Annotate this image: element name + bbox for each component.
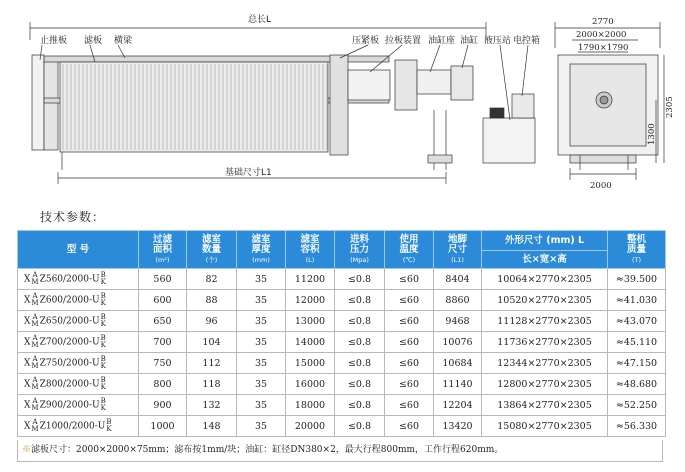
footnote (17, 440, 663, 462)
header-weight: 整机 质量 (T) (608, 231, 666, 269)
model-cell (18, 374, 139, 395)
cell-dims: 15080×2770×2305 (482, 416, 608, 437)
cell-temp: ≤60 (385, 374, 434, 395)
cell-thickness: 35 (237, 290, 286, 311)
cell-volume: 15000 (286, 353, 335, 374)
label-hydraulic-station: 液压站 (484, 36, 512, 46)
cell-area: 1000 (139, 416, 187, 437)
cell-volume: 20000 (286, 416, 335, 437)
cell-thickness: 35 (237, 269, 286, 290)
cell-area: 750 (139, 353, 187, 374)
cell-dims: 12800×2770×2305 (482, 374, 608, 395)
model-stack-bk: B K (100, 355, 106, 370)
cell-weight: ≈41.030 (608, 290, 666, 311)
cell-pressure: ≤0.8 (335, 269, 385, 290)
model-stack-am: A M (31, 334, 39, 349)
model-cell (18, 353, 139, 374)
cell-volume: 18000 (286, 395, 335, 416)
cell-count: 82 (187, 269, 237, 290)
cell-count: 96 (187, 311, 237, 332)
model-prefix: X (24, 337, 31, 348)
cell-thickness: 35 (237, 311, 286, 332)
model-code: Z800/2000-U (39, 379, 100, 390)
cell-pressure: ≤0.8 (335, 290, 385, 311)
cell-pressure: ≤0.8 (335, 332, 385, 353)
model-code: Z700/2000-U (39, 337, 100, 348)
label-cylinder-seat: 油缸座 (428, 36, 456, 46)
cell-volume: 14000 (286, 332, 335, 353)
dim-base-width: 2000 (590, 181, 612, 191)
table-row (18, 311, 666, 332)
cell-dims: 10064×2770×2305 (482, 269, 608, 290)
cell-area: 650 (139, 311, 187, 332)
cell-count: 132 (187, 395, 237, 416)
dim-plate-size: 2000×2000 (576, 30, 627, 40)
model-stack-bk: B K (100, 397, 106, 412)
cell-temp: ≤60 (385, 416, 434, 437)
model-cell (18, 416, 139, 437)
header-foot: 地脚 尺寸 (L1) (434, 231, 482, 269)
spec-table (17, 230, 666, 437)
cell-area: 900 (139, 395, 187, 416)
model-stack-am: A M (31, 355, 39, 370)
label-head-plate: 止推板 (40, 36, 68, 46)
cell-dims: 10520×2770×2305 (482, 290, 608, 311)
model-stack-am: A M (31, 376, 39, 391)
table-row (18, 395, 666, 416)
table-row (18, 332, 666, 353)
cell-pressure: ≤0.8 (335, 353, 385, 374)
cell-temp: ≤60 (385, 311, 434, 332)
cell-thickness: 35 (237, 374, 286, 395)
cell-pressure: ≤0.8 (335, 311, 385, 332)
cell-foot: 13420 (434, 416, 482, 437)
cell-weight: ≈39.500 (608, 269, 666, 290)
footnote-text: 滤板尺寸：2000×2000×75mm；滤布按1mm/块；油缸：缸径DN380×2，最大行程800mm，工作行程620mm。 (31, 445, 504, 455)
cell-count: 118 (187, 374, 237, 395)
model-cell (18, 311, 139, 332)
cell-volume: 11200 (286, 269, 335, 290)
model-stack-am: A M (31, 292, 39, 307)
cell-foot: 8404 (434, 269, 482, 290)
header-thickness: 滤室 厚度 (mm) (237, 231, 286, 269)
cell-area: 560 (139, 269, 187, 290)
label-control-box: 电控箱 (513, 36, 541, 46)
cell-weight: ≈47.150 (608, 353, 666, 374)
table-row (18, 353, 666, 374)
cell-count: 112 (187, 353, 237, 374)
cell-foot: 10684 (434, 353, 482, 374)
model-prefix: X (24, 295, 31, 306)
label-beam: 横梁 (114, 36, 133, 46)
dim-plate-inner: 1790×1790 (578, 43, 629, 53)
cell-weight: ≈52.250 (608, 395, 666, 416)
header-area: 过滤 面积 (m²) (139, 231, 187, 269)
header-model: 型 号 (18, 231, 139, 269)
cell-pressure: ≤0.8 (335, 395, 385, 416)
cell-temp: ≤60 (385, 395, 434, 416)
cell-thickness: 35 (237, 416, 286, 437)
cell-temp: ≤60 (385, 269, 434, 290)
model-stack-bk: B K (100, 313, 106, 328)
model-prefix: X (24, 358, 31, 369)
cell-volume: 13000 (286, 311, 335, 332)
label-filter-plate: 滤板 (84, 36, 103, 46)
model-stack-bk: B K (100, 376, 106, 391)
cell-count: 88 (187, 290, 237, 311)
cell-foot: 12204 (434, 395, 482, 416)
model-stack-bk: B K (106, 418, 112, 433)
cell-foot: 10076 (434, 332, 482, 353)
dim-height-total: 2305 (665, 96, 675, 118)
model-stack-am: A M (31, 397, 39, 412)
model-cell (18, 290, 139, 311)
model-cell (18, 269, 139, 290)
model-stack-bk: B K (100, 292, 106, 307)
header-temp: 使用 温度 (℃) (385, 231, 434, 269)
model-prefix: X (24, 274, 31, 285)
model-cell (18, 395, 139, 416)
model-code: Z750/2000-U (39, 358, 100, 369)
model-code: Z560/2000-U (39, 274, 100, 285)
cell-dims: 11128×2770×2305 (482, 311, 608, 332)
cell-area: 700 (139, 332, 187, 353)
cell-count: 104 (187, 332, 237, 353)
model-code: Z1000/2000-U (39, 421, 106, 432)
model-prefix: X (24, 316, 31, 327)
header-pressure: 进料 压力 (Mpa) (335, 231, 385, 269)
dim-height-center: 1300 (647, 123, 657, 145)
cell-thickness: 35 (237, 353, 286, 374)
cell-dims: 11736×2770×2305 (482, 332, 608, 353)
cell-weight: ≈56.330 (608, 416, 666, 437)
cell-foot: 8860 (434, 290, 482, 311)
model-code: Z650/2000-U (39, 316, 100, 327)
table-row (18, 416, 666, 437)
cell-temp: ≤60 (385, 353, 434, 374)
section-title: 技术参数： (40, 210, 106, 224)
filter-press-drawing (0, 0, 685, 200)
table-row (18, 374, 666, 395)
cell-count: 148 (187, 416, 237, 437)
model-prefix: X (24, 400, 31, 411)
model-code: Z600/2000-U (39, 295, 100, 306)
total-length-label: 总长L (248, 15, 272, 25)
footnote-mark: ※ (22, 445, 32, 455)
model-code: Z900/2000-U (39, 400, 100, 411)
model-stack-am: A M (31, 271, 39, 286)
cell-weight: ≈48.680 (608, 374, 666, 395)
cell-foot: 9468 (434, 311, 482, 332)
model-prefix: X (24, 379, 31, 390)
cell-weight: ≈45.110 (608, 332, 666, 353)
model-cell (18, 332, 139, 353)
header-volume: 滤室 容积 (L) (286, 231, 335, 269)
model-stack-bk: B K (100, 334, 106, 349)
cell-area: 600 (139, 290, 187, 311)
header-count: 滤室 数量 (个) (187, 231, 237, 269)
model-stack-am: A M (31, 418, 39, 433)
dim-overall-width: 2770 (592, 17, 614, 27)
cell-temp: ≤60 (385, 332, 434, 353)
table-row (18, 269, 666, 290)
cell-foot: 11140 (434, 374, 482, 395)
model-stack-bk: B K (100, 271, 106, 286)
cell-temp: ≤60 (385, 290, 434, 311)
cell-pressure: ≤0.8 (335, 374, 385, 395)
model-stack-am: A M (31, 313, 39, 328)
cell-volume: 12000 (286, 290, 335, 311)
header-dimension-sub: 长×宽×高 (482, 251, 608, 269)
cell-weight: ≈43.070 (608, 311, 666, 332)
label-pull-device: 拉板装置 (385, 36, 422, 46)
cell-dims: 12344×2770×2305 (482, 353, 608, 374)
cell-dims: 13864×2770×2305 (482, 395, 608, 416)
base-size-label: 基础尺寸L1 (225, 168, 272, 178)
cell-area: 800 (139, 374, 187, 395)
cell-thickness: 35 (237, 332, 286, 353)
table-row (18, 290, 666, 311)
header-dimension: 外形尺寸 (mm) L (482, 231, 608, 251)
cell-thickness: 35 (237, 395, 286, 416)
cell-pressure: ≤0.8 (335, 416, 385, 437)
label-press-plate: 压紧板 (352, 36, 380, 46)
label-cylinder: 油缸 (460, 36, 479, 46)
model-prefix: X (24, 421, 31, 432)
cell-volume: 16000 (286, 374, 335, 395)
